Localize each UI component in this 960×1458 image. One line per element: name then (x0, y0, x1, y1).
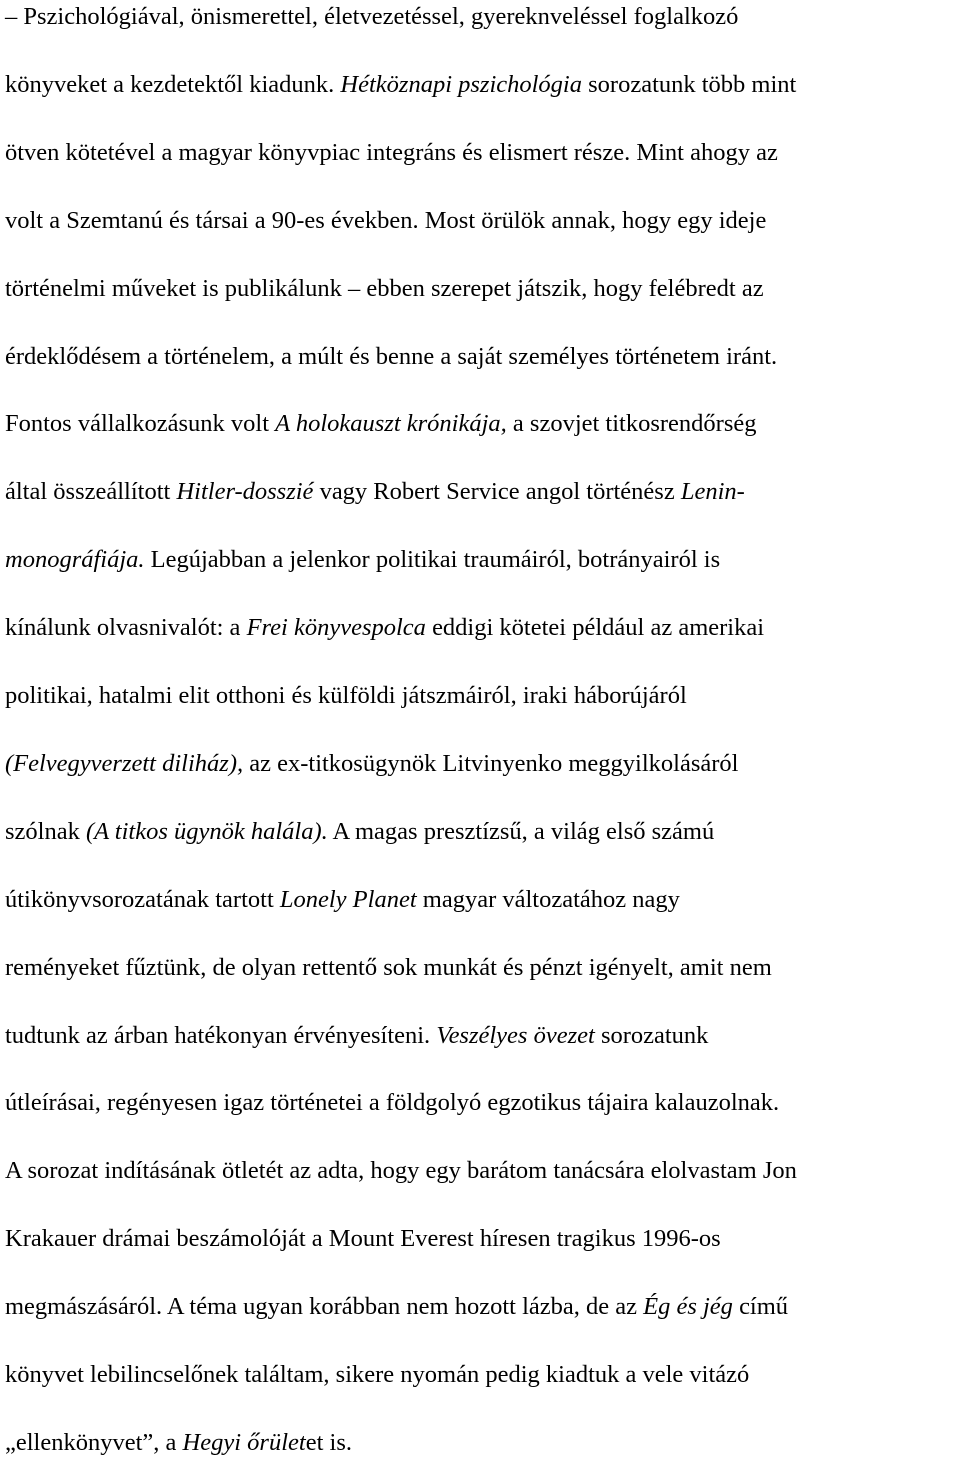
text-segment: politikai, hatalmi elit otthoni és külföldi játszmáiról, iraki háborújáról (5, 682, 687, 709)
text-line (5, 138, 778, 168)
text-segment: A magas presztízsű, a világ első számú (327, 817, 715, 845)
text-segment: et is. (305, 1428, 352, 1456)
text-segment: megmászásáról. A téma ugyan korábban nem hozott lázba, de az (5, 1293, 644, 1321)
text-segment: A sorozat indításának ötletét az adta, hogy egy barátom tanácsára elolvastam Jon (5, 1157, 797, 1185)
text-line (5, 749, 738, 779)
text-line (5, 1088, 779, 1118)
italic-text: Ég és jég (643, 1293, 733, 1321)
text-segment: a szovjet titkosrendőrség (506, 410, 757, 438)
italic-text: (Felvegyverzett diliház), (5, 749, 244, 777)
italic-text: (A titkos ügynök halála). (85, 817, 328, 845)
text-segment: által összeállított (5, 478, 177, 506)
text-segment: Krakauer drámai beszámolóját a Mount Everest híresen tragikus 1996-os (5, 1225, 721, 1253)
text-line (5, 681, 687, 711)
text-line (5, 2, 738, 32)
text-line (5, 1428, 352, 1458)
text-line (5, 274, 764, 304)
text-line (5, 613, 764, 643)
text-line (5, 1156, 797, 1186)
text-line (5, 953, 772, 983)
text-segment: történelmi műveket is publikálunk – ebben szerepet játszik, hogy felébredt az (5, 274, 764, 302)
text-line (5, 409, 756, 439)
italic-text: Lenin- (680, 478, 745, 506)
text-segment: vagy Robert Service angol történész (313, 478, 681, 506)
text-segment: könyvet lebilincselőnek találtam, sikere nyomán pedig kiadtuk a vele vitázó (5, 1361, 750, 1388)
text-line (5, 206, 766, 236)
italic-text: Hitler-dosszié (176, 478, 314, 506)
italic-text: Veszélyes övezet (436, 1021, 595, 1049)
text-segment: kínálunk olvasnivalót: a (5, 614, 247, 642)
text-line (5, 1360, 749, 1390)
text-segment: Fontos vállalkozásunk volt (5, 410, 276, 438)
italic-text: Frei könyvespolca (246, 614, 426, 642)
text-line (5, 1292, 788, 1322)
text-segment: eddigi kötetei például az amerikai (425, 614, 765, 642)
text-segment: tudtunk az árban hatékonyan érvényesíteni. (5, 1021, 437, 1049)
text-line (5, 342, 777, 372)
text-line (5, 70, 796, 100)
text-line (5, 477, 745, 507)
text-segment: című (732, 1293, 789, 1321)
italic-text: Hétköznapi pszichológia (340, 70, 582, 98)
text-segment: reményeket fűztünk, de olyan rettentő sok munkát és pénzt igényelt, amit nem (5, 953, 772, 981)
text-segment: volt a Szemtanú és társai a 90-es években. Most örülök annak, hogy egy ideje (5, 206, 767, 234)
text-segment: magyar változatához nagy (416, 885, 680, 913)
text-line (5, 545, 720, 575)
italic-text: A holokauszt krónikája, (275, 410, 507, 438)
italic-text: Hegyi őrület (182, 1428, 306, 1456)
text-segment: az ex-titkosügynök Litvinyenko meggyilkolásáról (243, 749, 739, 777)
text-segment: útleírásai, regényesen igaz történetei a földgolyó egzotikus tájaira kalauzolnak. (5, 1089, 780, 1117)
text-segment: ötven kötetével a magyar könyvpiac integráns és elismert része. Mint ahogy az (5, 138, 778, 166)
text-segment: érdeklődésem a történelem, a múlt és benne a saját személyes történetem iránt. (5, 342, 778, 370)
italic-text: Lonely Planet (279, 885, 417, 913)
text-segment: – Pszichológiával, önismerettel, életvezetéssel, gyereknveléssel foglalkozó (5, 3, 739, 30)
text-segment: könyveket a kezdetektől kiadunk. (5, 70, 341, 98)
text-segment: útikönyvsorozatának tartott (5, 885, 280, 913)
text-segment: „ellenkönyvet”, a (5, 1428, 183, 1456)
text-segment: Legújabban a jelenkor politikai traumáiról, botrányairól is (144, 546, 721, 574)
text-line (5, 1021, 708, 1051)
text-line (5, 885, 680, 915)
text-line (5, 817, 714, 847)
text-segment: sorozatunk több mint (582, 70, 797, 98)
text-segment: szólnak (5, 817, 86, 845)
italic-text: monográfiája. (5, 546, 145, 574)
text-line (5, 1224, 721, 1254)
text-segment: sorozatunk (594, 1021, 709, 1049)
